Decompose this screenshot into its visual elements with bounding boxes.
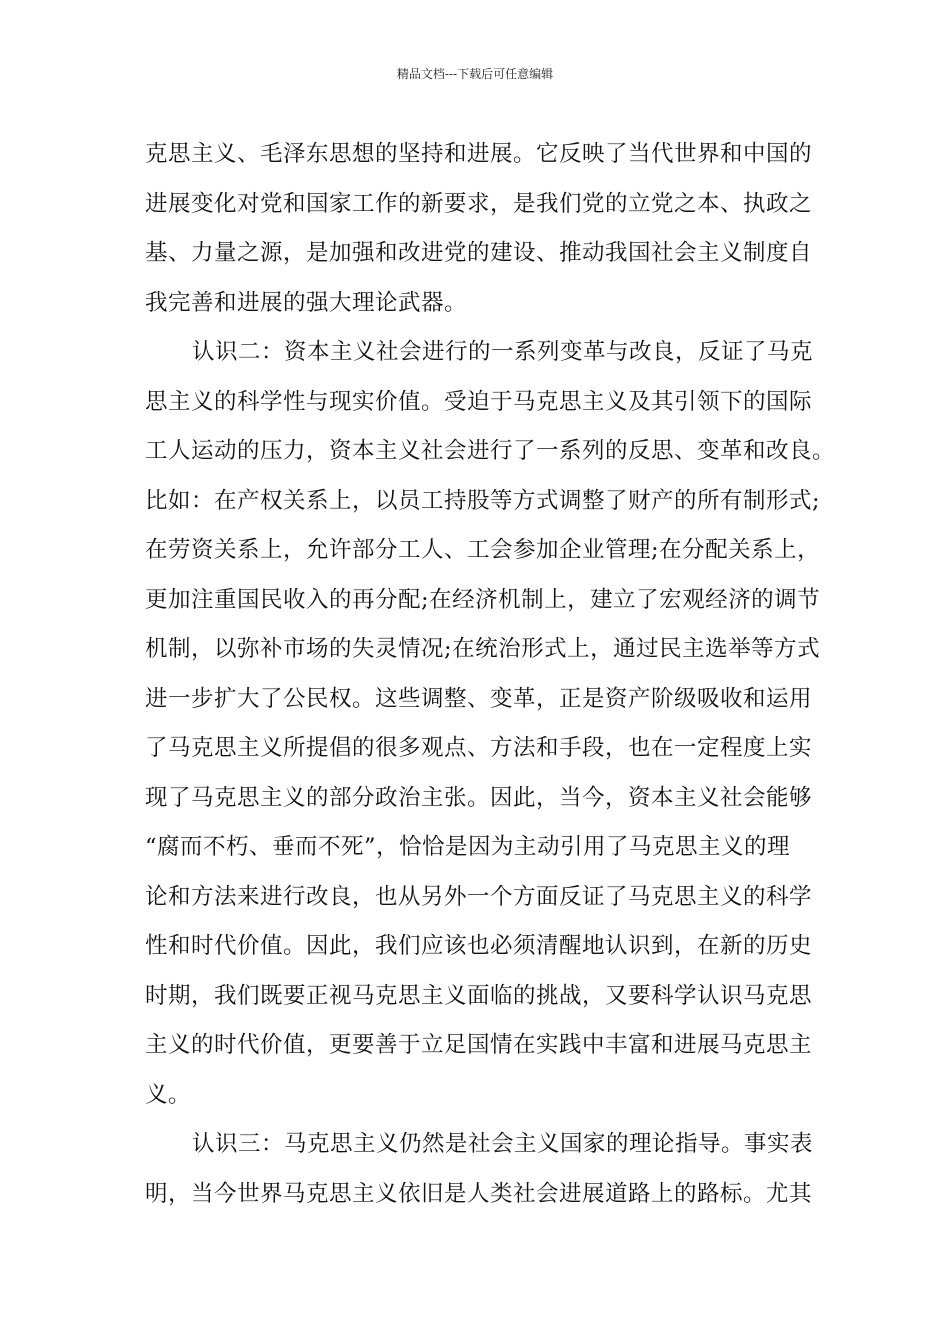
text-line: 义。 [145,1081,192,1108]
text-line: “腐而不朽、垂而不死”，恰恰是因为主动引用了马克思主义的理 [145,834,791,860]
text-line: 工人运动的压力，资本主义社会进行了一系列的反思、变革和改良。 [145,438,836,464]
text-line: 思主义的科学性与现实价值。受迫于马克思主义及其引领下的国际 [145,388,813,415]
text-line: 时期，我们既要正视马克思主义面临的挑战，又要科学认识马克思 [145,982,813,1009]
text-line: 机制，以弥补市场的失灵情况;在统治形式上，通过民主选举等方式 [145,636,821,662]
text-line: 进一步扩大了公民权。这些调整、变革，正是资产阶级吸收和运用 [145,685,813,712]
text-line: 现了马克思主义的部分政治主张。因此，当今，资本主义社会能够 [145,784,813,811]
text-line: 比如：在产权关系上，以员工持股等方式调整了财产的所有制形式; [145,487,821,514]
document-body [145,130,835,1219]
text-line: 基、力量之源，是加强和改进党的建设、推动我国社会主义制度自 [145,240,813,266]
text-line: 了马克思主义所提倡的很多观点、方法和手段，也在一定程度上实 [145,735,813,761]
text-line: 我完善和进展的强大理论武器。 [145,289,468,316]
text-line: 论和方法来进行改良，也从另外一个方面反证了马克思主义的科学 [145,883,813,910]
paragraph-start-line: 认识二：资本主义社会进行的一系列变革与改良，反证了马克 [192,339,814,365]
text-line: 更加注重国民收入的再分配;在经济机制上，建立了宏观经济的调节 [145,586,821,613]
text-line: 明，当今世界马克思主义依旧是人类社会进展道路上的路标。尤其 [145,1180,813,1207]
page-header: 精品文档---下载后可任意编辑 [396,67,554,81]
text-line: 进展变化对党和国家工作的新要求，是我们党的立党之本、执政之 [145,190,813,217]
paragraph-start-line: 认识三：马克思主义仍然是社会主义国家的理论指导。事实表 [192,1131,814,1157]
text-line: 主义的时代价值，更要善于立足国情在实践中丰富和进展马克思主 [145,1032,813,1058]
text-line: 在劳资关系上，允许部分工人、工会参加企业管理;在分配关系上， [145,537,821,563]
text-line: 性和时代价值。因此，我们应该也必须清醒地认识到，在新的历史 [145,933,813,959]
text-line: 克思主义、毛泽东思想的坚持和进展。它反映了当代世界和中国的 [145,141,813,167]
